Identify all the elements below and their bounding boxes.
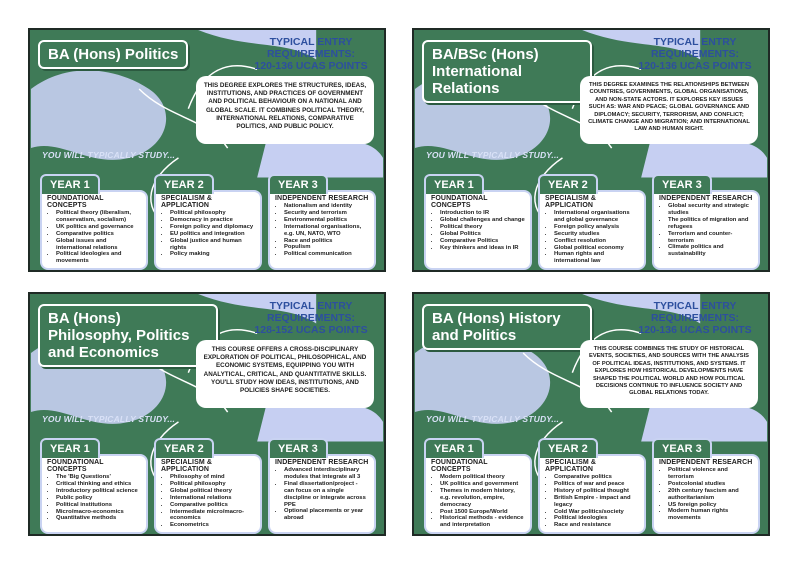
module-item: • Policy making [170,251,255,258]
course-title: BA (Hons) Politics [38,40,188,69]
study-label: YOU WILL TYPICALLY STUDY... [426,150,560,160]
module-item: • Foreign policy and diplomacy [170,224,255,231]
module-item: • Global security and strategic studies [668,203,753,217]
module-item: • Political ideologies [554,515,639,522]
module-item: • Climate politics and sustainability [668,244,753,258]
year-1-box [424,190,532,270]
year-2-heading: SPECIALISM & APPLICATION [545,459,596,473]
course-description: THIS COURSE COMBINES THE STUDY OF HISTORICAL EVENTS, SOCIETIES, AND SOURCES WITH THE ANALYSIS OF POLITICAL IDEAS, INSTITUTIONS, AND SYSTEMS. IT EXPLORES HOW HISTORICAL DEVELOPMENTS HAVE SHAPED THE POLITICAL WORLD AND HOW POLITICAL DECISIONS CONTINUE TO INFLUENCE SOCIETY AND GLOBAL RELATIONS TODAY. [580,340,758,408]
year-2-list [161,210,255,258]
module-item: • Nationalism and identity [284,203,369,210]
module-item: • Modern political theory [440,474,525,481]
course-card-ppe [28,292,386,536]
module-item: • Security and terrorism [284,210,369,217]
module-item: • Political ideologies and movements [56,251,141,265]
module-item: • Quantitative methods [56,515,141,522]
module-item: • Political theory (liberalism, conservatism, socialism) [56,210,141,224]
module-item: • Themes in modern history, e.g. revolution, empire, democracy [440,488,525,509]
module-item: • International organisations, e.g. UN, NATO, WTO [284,224,369,238]
module-item: • Key thinkers and ideas in IR [440,245,525,252]
module-item: • Political communication [284,251,369,258]
year-3-tab: YEAR 3 [652,174,712,194]
module-item: • Micro/macro-economics [56,509,141,516]
module-item: • International relations [170,495,255,502]
year-2-tab: YEAR 2 [154,174,214,194]
module-item: • Postcolonial studies [668,481,753,488]
year-3-tab: YEAR 3 [268,438,328,458]
year-2-box [154,190,262,270]
year-3-heading: INDEPENDENT RESEARCH [275,459,369,466]
year-3-heading: INDEPENDENT RESEARCH [275,195,369,202]
year-1-list [47,474,141,522]
module-item: • History of political thought [554,488,639,495]
course-card-international-relations [412,28,770,272]
year-3-column [652,174,760,266]
year-1-tab: YEAR 1 [40,438,100,458]
year-3-list [275,467,369,522]
year-3-box [652,454,760,534]
entry-requirements [630,300,760,336]
module-item: • International organisations and global governance [554,210,639,224]
module-item: • Race and resistance [554,522,639,529]
module-item: • Foreign policy analysis [554,224,639,231]
module-item: • Terrorism and counter-terrorism [668,231,753,245]
module-item: • Final dissertation/project - can focus on a single discipline or integrate across PPE [284,481,369,509]
module-item: • Introductory political science [56,488,141,495]
entry-requirements-label: TYPICAL ENTRY REQUIREMENTS: [650,36,740,60]
module-item: • Comparative Politics [440,238,525,245]
year-1-heading: FOUNDATIONAL CONCEPTS [431,195,488,209]
year-1-list [431,474,525,529]
course-description: THIS COURSE OFFERS A CROSS-DISCIPLINARY EXPLORATION OF POLITICAL, PHILOSOPHICAL, AND ECONOMIC SYSTEMS, EQUIPPING YOU WITH ANALYTICAL, CRITICAL, AND QUANTITATIVE SKILLS. YOU'LL STUDY HOW IDEAS, INSTITUTIONS, AND POLICIES SHAPE SOCIETIES. [196,340,374,408]
module-item: • The 'Big Questions' [56,474,141,481]
year-1-list [47,210,141,265]
study-label: YOU WILL TYPICALLY STUDY... [426,414,560,424]
module-item: • Econometrics [170,522,255,529]
study-label: YOU WILL TYPICALLY STUDY... [42,150,176,160]
year-1-column [40,174,148,266]
module-item: • The politics of migration and refugees [668,217,753,231]
year-2-heading: SPECIALISM & APPLICATION [161,459,212,473]
entry-requirements-points: 128-152 UCAS POINTS [254,324,368,336]
module-item: • Populism [284,244,369,251]
module-item: • Political violence and terrorism [668,467,753,481]
module-item: • Comparative politics [170,502,255,509]
module-item: • Politics of war and peace [554,481,639,488]
module-item: • Race and politics [284,238,369,245]
year-2-heading: SPECIALISM & APPLICATION [161,195,212,209]
year-2-box [538,190,646,270]
module-item: • EU politics and integration [170,231,255,238]
year-1-heading: FOUNDATIONAL CONCEPTS [431,459,488,473]
year-2-column [538,174,646,266]
year-3-list [659,467,753,522]
year-1-box [424,454,532,534]
year-2-list [161,474,255,529]
year-2-box [154,454,262,534]
year-3-list [275,203,369,258]
module-item: • UK politics and government [440,481,525,488]
year-3-tab: YEAR 3 [268,174,328,194]
year-1-tab: YEAR 1 [424,174,484,194]
module-item: • Global political theory [170,488,255,495]
entry-requirements [630,36,760,72]
year-3-column [268,174,376,266]
year-3-tab: YEAR 3 [652,438,712,458]
entry-requirements-label: TYPICAL ENTRY REQUIREMENTS: [266,36,356,60]
entry-requirements [246,36,376,72]
module-item: • 20th century fascism and authoritarianism [668,488,753,502]
module-item: • Global challenges and change [440,217,525,224]
year-2-tab: YEAR 2 [538,438,598,458]
year-1-tab: YEAR 1 [40,174,100,194]
module-item: • Comparative politics [554,474,639,481]
course-title: BA/BSc (Hons) International Relations [422,40,592,103]
module-item: • Conflict resolution [554,238,639,245]
entry-requirements-label: TYPICAL ENTRY REQUIREMENTS: [650,300,740,324]
module-item: • Advanced interdisciplinary modules that integrate all 3 [284,467,369,481]
course-title: BA (Hons) Philosophy, Politics and Economics [38,304,218,367]
module-item: • Optional placements or year abroad [284,508,369,522]
module-item: • British Empire - impact and legacy [554,495,639,509]
year-1-heading: FOUNDATIONAL CONCEPTS [47,459,104,473]
module-item: • Intermediate micro/macro-economics [170,509,255,523]
year-2-tab: YEAR 2 [154,438,214,458]
entry-requirements-points: 120-136 UCAS POINTS [638,324,752,336]
module-item: • Global Politics [440,231,525,238]
entry-requirements-points: 120-136 UCAS POINTS [254,60,368,72]
year-1-box [40,454,148,534]
year-3-box [268,190,376,270]
module-item: • Democracy in practice [170,217,255,224]
year-2-list [545,474,639,529]
year-1-column [424,174,532,266]
module-item: • US foreign policy [668,502,753,509]
entry-requirements-label: TYPICAL ENTRY REQUIREMENTS: [266,300,356,324]
year-3-column [652,438,760,530]
year-1-column [424,438,532,530]
year-3-heading: INDEPENDENT RESEARCH [659,195,753,202]
year-1-column [40,438,148,530]
year-2-column [538,438,646,530]
module-item: • Post 1500 Europe/World [440,509,525,516]
entry-requirements-points: 120-136 UCAS POINTS [638,60,752,72]
year-2-column [154,438,262,530]
module-item: • Comparative politics [56,231,141,238]
year-3-heading: INDEPENDENT RESEARCH [659,459,753,466]
module-item: • Human rights and international law [554,251,639,265]
module-item: • Political institutions [56,502,141,509]
year-1-tab: YEAR 1 [424,438,484,458]
module-item: • Cold War politics/society [554,509,639,516]
module-item: • Global justice and human rights [170,238,255,252]
module-item: • UK politics and governance [56,224,141,231]
year-1-heading: FOUNDATIONAL CONCEPTS [47,195,104,209]
module-item: • Introduction to IR [440,210,525,217]
year-3-column [268,438,376,530]
module-item: • Global political economy [554,245,639,252]
entry-requirements [246,300,376,336]
module-item: • Environmental politics [284,217,369,224]
year-1-box [40,190,148,270]
module-item: • Security studies [554,231,639,238]
module-item: • Modern human rights movements [668,508,753,522]
year-2-list [545,210,639,265]
year-2-box [538,454,646,534]
course-description: THIS DEGREE EXAMINES THE RELATIONSHIPS BETWEEN COUNTRIES, GOVERNMENTS, GLOBAL ORGANISATIONS, AND NON-STATE ACTORS. IT EXPLORES KEY ISSUES SUCH AS: WAR AND PEACE; GLOBAL GOVERNANCE AND DIPLOMACY; SECURITY, TERRORISM, AND CONFLICT; CLIMATE CHANGE AND MIGRATION; AND INTERNATIONAL LAW AND HUMAN RIGHT. [580,76,758,144]
module-item: • Political philosophy [170,210,255,217]
course-card-politics [28,28,386,272]
module-item: • Philosophy of mind [170,474,255,481]
study-label: YOU WILL TYPICALLY STUDY... [42,414,176,424]
year-2-tab: YEAR 2 [538,174,598,194]
module-item: • Political theory [440,224,525,231]
year-1-list [431,210,525,251]
module-item: • Critical thinking and ethics [56,481,141,488]
year-2-heading: SPECIALISM & APPLICATION [545,195,596,209]
year-3-list [659,203,753,258]
module-item: • Public policy [56,495,141,502]
year-2-column [154,174,262,266]
year-3-box [268,454,376,534]
module-item: • Global issues and international relations [56,238,141,252]
module-item: • Political philosophy [170,481,255,488]
year-3-box [652,190,760,270]
course-card-history-politics [412,292,770,536]
course-title: BA (Hons) History and Politics [422,304,592,350]
module-item: • Historical methods - evidence and interpretation [440,515,525,529]
course-description: THIS DEGREE EXPLORES THE STRUCTURES, IDEAS, INSTITUTIONS, AND PRACTICES OF GOVERNMENT AND POLITICAL BEHAVIOUR ON A NATIONAL AND GLOBAL SCALE. IT COMBINES POLITICAL THEORY, INTERNATIONAL RELATIONS, COMPARATIVE POLITICS, AND PUBLIC POLICY. [196,76,374,144]
